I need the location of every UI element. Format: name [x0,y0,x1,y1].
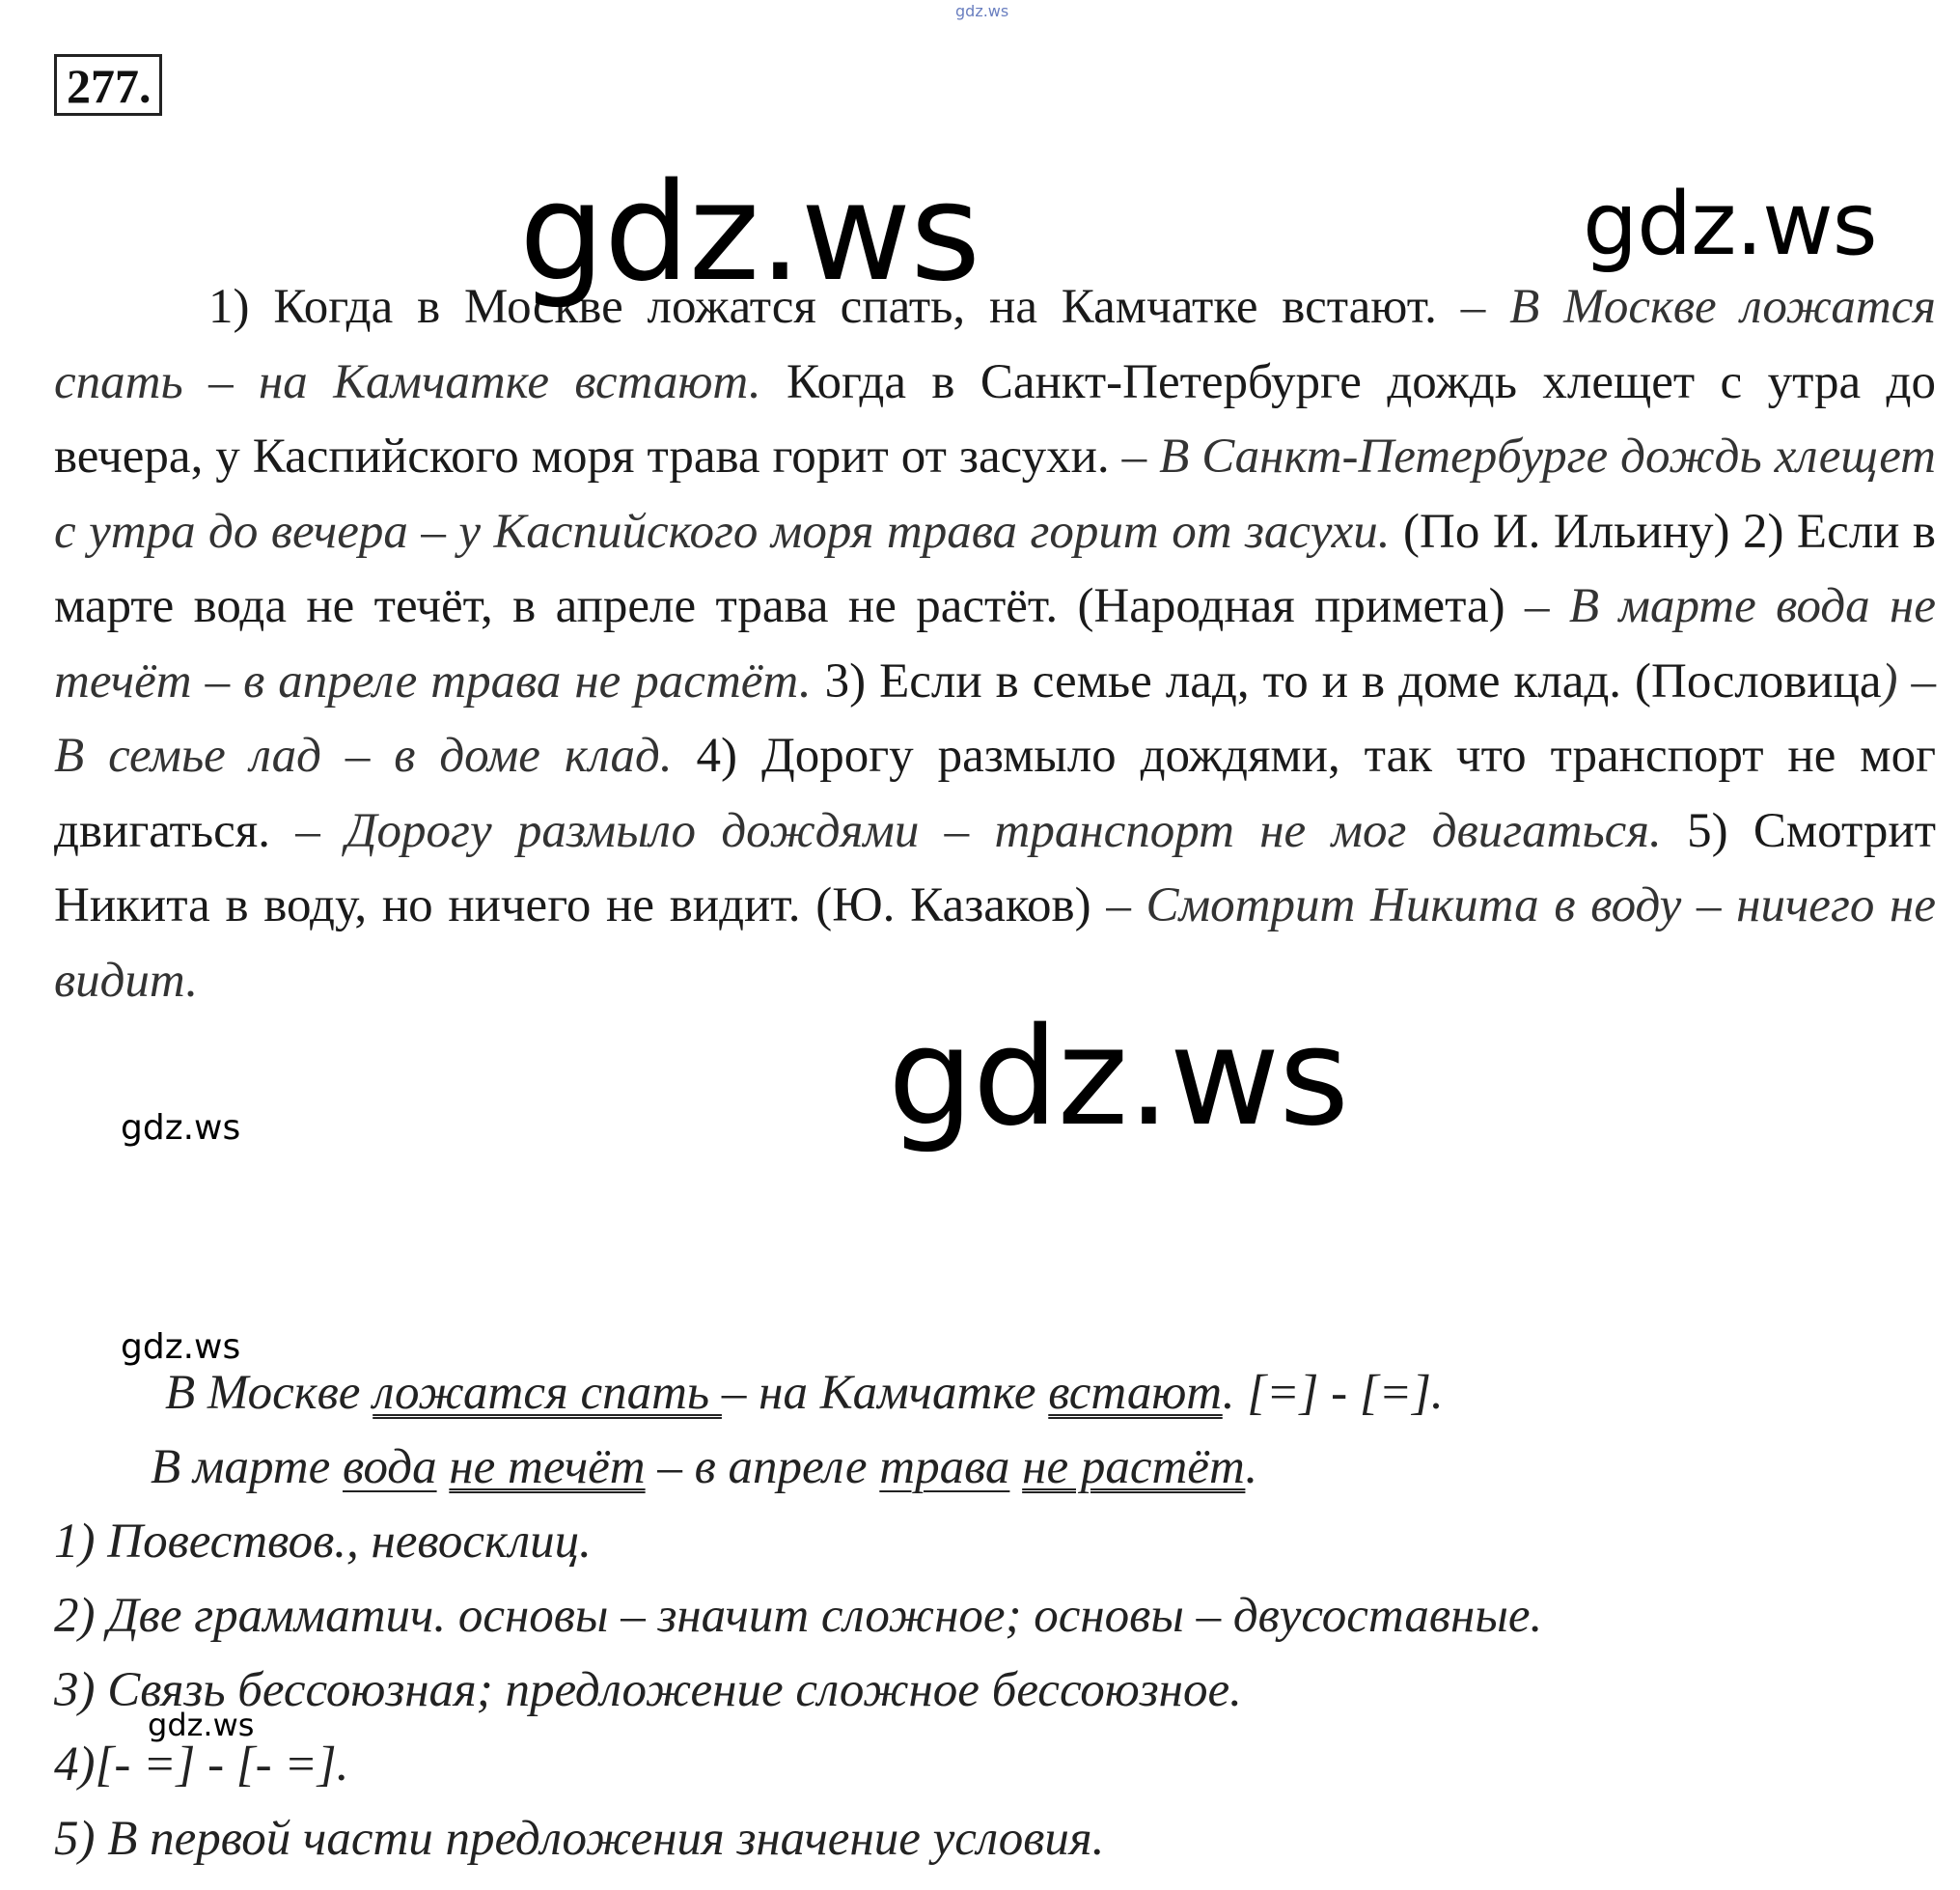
watermark-small: gdz.ws [121,1108,241,1148]
watermark-small: gdz.ws [121,1327,241,1367]
analysis-text: . [1245,1440,1258,1494]
analysis-text: – на Камчатке [721,1366,1049,1420]
predicate: встают [1048,1366,1223,1420]
subject: трава [879,1440,1010,1494]
subject: вода [343,1440,437,1494]
analysis-text: В Москве [165,1366,373,1420]
analysis-item-1: 1) Повествов., невосклиц. [54,1515,592,1569]
analysis-text [437,1440,450,1494]
sentence-2-transform: – В Санкт-Петербурге дождь хлещет с утра до вечера – у Каспийского моря трава горит от засухи. [54,430,1936,559]
analysis-line-2 [54,1431,1936,1505]
analysis-text: – в апреле [645,1440,880,1494]
sentence-1-transform: – В Москве ложатся спать – на Камчатке встают. [54,280,1936,409]
sentence-6-transform: – Смотрит Никита в воду – ничего не видит. [54,878,1936,1008]
watermark-large: gdz.ws [1583,174,1877,275]
predicate: не течёт [449,1440,646,1494]
analysis-text [1009,1440,1022,1494]
analysis-line-1 [54,1356,1936,1431]
watermark-small: gdz.ws [148,1707,255,1743]
watermark-top: gdz.ws [955,2,1009,20]
sentence-6-text: 5) Смотрит Никита в воду, но ничего не видит. (Ю. Казаков) [54,803,1936,932]
sentence-4-text: 3) Если в семье лад, то и в доме клад. (Пословица [811,653,1882,709]
sentence-2-text: Когда в Санкт-Петербурге дождь хлещет с утра до вечера, у Каспийского моря трава горит от засухи. [54,354,1936,484]
sentence-3-text: (По И. Ильину) 2) Если в марте вода не течёт, в апреле трава не растёт. (Народная примета) [54,504,1936,633]
analysis-block [54,1356,1936,1876]
sentence-3-transform: – В марте вода не течёт – в апреле трава не растёт. [54,579,1936,709]
exercise-number: 277. [54,54,162,116]
analysis-item-5: 5) В первой части предложения значение условия. [54,1812,1105,1866]
analysis-item-2: 2) Две грамматич. основы – значит сложное; основы – двусоставные. [54,1589,1543,1643]
analysis-text: В марте [151,1440,343,1494]
sentence-5-text: 4) Дорогу размыло дождями, так что транспорт не мог двигаться. [54,729,1936,858]
analysis-item-3: 3) Связь бессоюзная; предложение сложное бессоюзное. [54,1663,1242,1717]
sentence-5-transform: – Дорогу размыло дождями – транспорт не мог двигаться. [269,803,1662,858]
analysis-item-4: 4)[- =] - [- =]. [54,1737,349,1792]
predicate: не растёт [1022,1440,1246,1494]
scheme: . [=] - [=]. [1222,1366,1444,1420]
watermark-large: gdz.ws [519,154,980,312]
predicate: ложатся спать [373,1366,722,1420]
sentence-1-text: 1) Когда в Москве ложатся спать, на Камчатке встают. [208,280,1437,334]
sentence-4-transform: ) – В семье лад – в доме клад. [54,653,1937,783]
exercise-text [54,270,1936,1018]
watermark-large: gdz.ws [888,999,1349,1156]
